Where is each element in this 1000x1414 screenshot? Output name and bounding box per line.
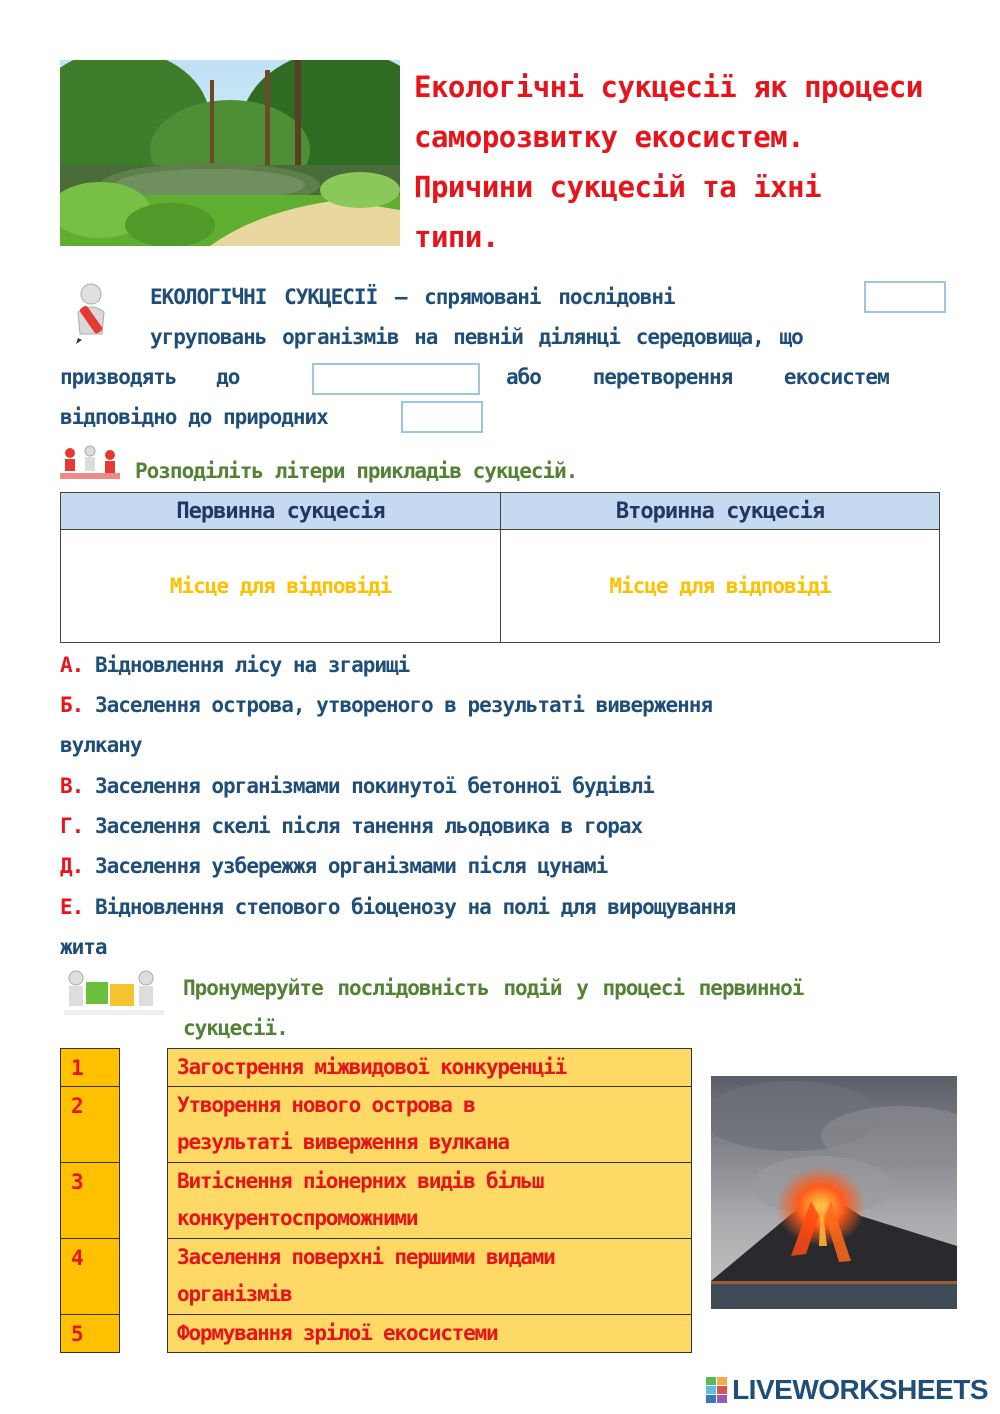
task2-instruction: [183, 968, 940, 1048]
sequence-event: [167, 1238, 692, 1315]
drop-zone-primary[interactable]: Місце для відповіді: [61, 530, 501, 643]
task2-instruction-line1: Пронумеруйте послідовність подій у процесі первинної: [183, 976, 804, 1000]
definition-line-4: відповідно до природних: [60, 405, 328, 429]
option-letter: Б.: [60, 693, 84, 717]
park-photo: [60, 60, 400, 246]
liveworksheets-icon: [706, 1377, 728, 1403]
event-text-cont: конкурентоспроможними: [177, 1206, 418, 1230]
definition-line-1: ЕКОЛОГІЧНІ СУКЦЕСІЇ – спрямовані послідовні: [150, 285, 675, 309]
option-text: Заселення скелі після танення льодовика в горах: [94, 814, 643, 838]
answer-box-3[interactable]: [401, 401, 483, 433]
event-text: Заселення поверхні першими видами: [177, 1245, 555, 1269]
option-h[interactable]: [60, 806, 940, 846]
option-e[interactable]: [60, 887, 940, 967]
option-letter: А.: [60, 653, 84, 677]
volcano-photo: [711, 1076, 957, 1309]
option-v[interactable]: [60, 766, 940, 806]
event-text: Формування зрілої екосистеми: [177, 1321, 498, 1345]
option-d[interactable]: [60, 846, 940, 886]
sequence-event: [167, 1314, 692, 1353]
pencil-person-icon: [66, 282, 116, 344]
option-letter: Г.: [60, 814, 84, 838]
sequence-number[interactable]: 5: [60, 1314, 120, 1353]
title-line: Причини сукцесій та їхні: [414, 170, 822, 204]
answer-box-1[interactable]: [864, 281, 946, 313]
option-text-cont: жита: [60, 935, 107, 959]
task1-instruction: Розподіліть літери прикладів сукцесій.: [135, 459, 578, 483]
option-text: Заселення організмами покинутої бетонної будівлі: [94, 774, 654, 798]
definition-line-2: угруповань організмів на певній ділянці середовища, що: [150, 325, 803, 349]
sequence-number[interactable]: 4: [60, 1238, 120, 1315]
answer-box-2[interactable]: [312, 363, 480, 395]
title-line: саморозвитку екосистем.: [414, 120, 805, 154]
option-text: Заселення острова, утвореного в результаті виверження: [94, 693, 713, 717]
page-title: [414, 62, 954, 262]
option-letter: Е.: [60, 895, 84, 919]
column-primary: Первинна сукцесія: [61, 493, 501, 530]
option-text-cont: вулкану: [60, 733, 142, 757]
title-line: Екологічні сукцесії як процеси: [414, 70, 923, 104]
liveworksheets-logo: [706, 1373, 988, 1407]
sequence-number[interactable]: 1: [60, 1048, 120, 1087]
puzzle-people-icon: [64, 968, 164, 1020]
sequence-number[interactable]: 2: [60, 1086, 120, 1163]
task2-instruction-line2: сукцесії.: [183, 1016, 288, 1040]
option-text: Відновлення лісу на згарищі: [94, 653, 410, 677]
definition-line-3a: призводять до: [60, 365, 240, 389]
event-text: Витіснення піонерних видів більш: [177, 1169, 544, 1193]
people-group-icon: [60, 443, 120, 483]
column-secondary: Вторинна сукцесія: [501, 493, 940, 530]
event-text: Утворення нового острова в: [177, 1093, 475, 1117]
sequence-event: [167, 1048, 692, 1087]
succession-table: [60, 492, 940, 643]
event-text-cont: результаті виверження вулкана: [177, 1130, 509, 1154]
event-text-cont: організмів: [177, 1282, 292, 1306]
definition-line-3b: або перетворення екосистем: [506, 365, 889, 389]
option-b[interactable]: [60, 685, 940, 765]
event-text: Загострення міжвидової конкуренції: [177, 1055, 567, 1079]
sequence-event: [167, 1162, 692, 1239]
option-letter: Д.: [60, 854, 84, 878]
option-text: Відновлення степового біоценозу на полі для вирощування: [94, 895, 736, 919]
sequence-event: [167, 1086, 692, 1163]
sequence-number[interactable]: 3: [60, 1162, 120, 1239]
drop-zone-secondary[interactable]: Місце для відповіді: [501, 530, 940, 643]
option-letter: В.: [60, 774, 84, 798]
title-line: типи.: [414, 220, 499, 254]
option-a[interactable]: [60, 645, 940, 685]
option-text: Заселення узбережжя організмами після цунамі: [94, 854, 608, 878]
liveworksheets-brand: LIVEWORKSHEETS: [732, 1374, 988, 1405]
